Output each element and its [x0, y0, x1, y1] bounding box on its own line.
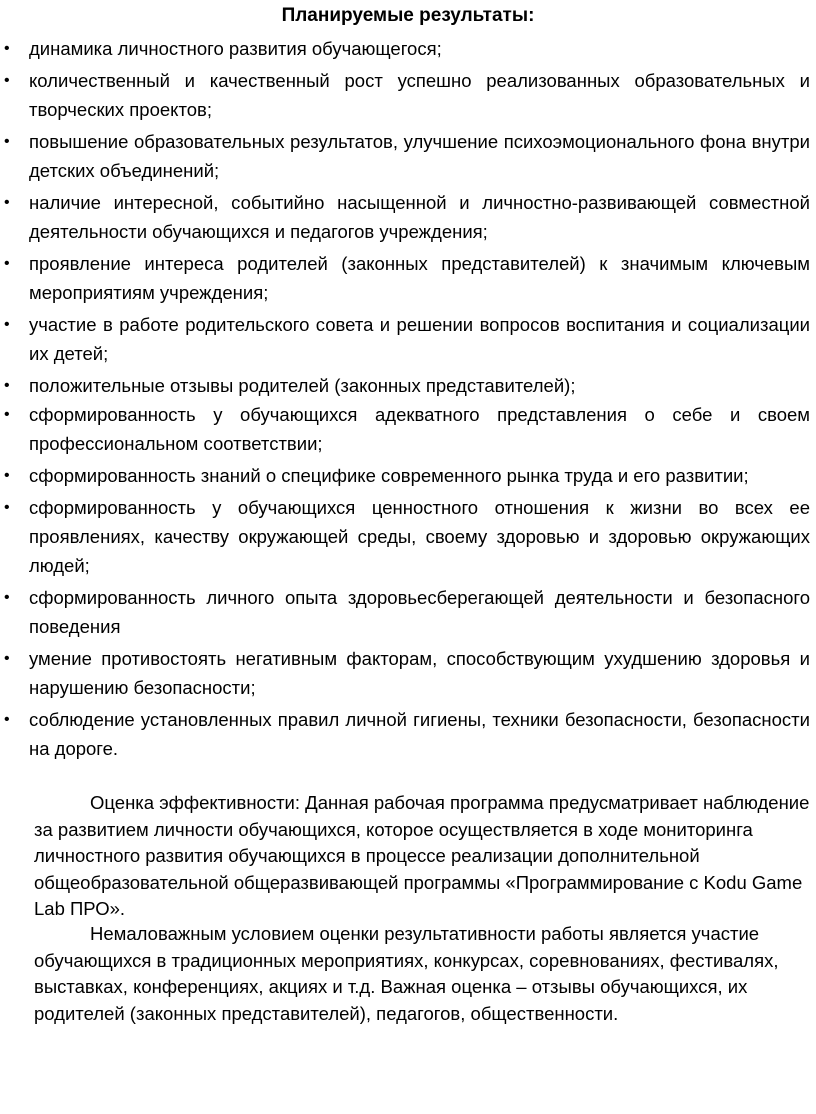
list-item-text: положительные отзывы родителей (законных представителей); — [29, 375, 576, 396]
list-item-text: количественный и качественный рост успешно реализованных образовательных и творческих проектов; — [29, 70, 810, 120]
list-item — [0, 371, 816, 400]
bullet-icon: • — [4, 194, 10, 211]
list-item — [0, 493, 816, 580]
list-item-text: умение противостоять негативным факторам, способствующим ухудшению здоровья и нарушению безопасности; — [29, 648, 810, 698]
list-item-text: сформированность личного опыта здоровьесберегающей деятельности и безопасного поведения — [29, 587, 810, 637]
bullet-icon: • — [4, 72, 10, 89]
bullet-icon: • — [4, 589, 10, 606]
paragraph-text: Оценка эффективности: Данная рабочая программа предусматривает наблюдение за развитием личности обучающихся, которое осуществляется в ходе мониторинга личностного развития обучающихся в процессе реализации дополнительной общеобразовательной общеразвивающей программы «Программирование с Kodu Game Lab ПРО». — [34, 792, 810, 919]
bullet-icon: • — [4, 40, 10, 57]
paragraph-text: Немаловажным условием оценки результативности работы является участие обучающихся в традиционных мероприятиях, конкурсах, соревнованиях, фестивалях, выставках, конференциях, акциях и т.д. Важная оценка – отзывы обучающихся, их родителей (законных представителей), педагогов, общественности. — [34, 923, 779, 1024]
list-item-text: сформированность у обучающихся адекватного представления о себе и своем профессиональном соответствии; — [29, 404, 810, 454]
list-item-text: сформированность у обучающихся ценностного отношения к жизни во всех ее проявлениях, качеству окружающей среды, своему здоровью и здоровью окружающих людей; — [29, 497, 810, 576]
list-item — [0, 461, 816, 490]
list-item — [0, 400, 816, 458]
bullet-icon: • — [4, 316, 10, 333]
list-item — [0, 583, 816, 641]
bullet-icon: • — [4, 406, 10, 423]
list-item — [0, 310, 816, 368]
bullet-icon: • — [4, 133, 10, 150]
evaluation-paragraph — [34, 921, 812, 1027]
page-title: Планируемые результаты: — [281, 5, 535, 26]
bullet-icon: • — [4, 467, 10, 484]
bullet-icon: • — [4, 650, 10, 667]
list-item — [0, 188, 816, 246]
list-item-text: наличие интересной, событийно насыщенной и личностно-развивающей совместной деятельности обучающихся и педагогов учреждения; — [29, 192, 810, 242]
list-item-text: соблюдение установленных правил личной гигиены, техники безопасности, безопасности на дороге. — [29, 709, 810, 759]
list-item — [0, 705, 816, 763]
list-item-text: участие в работе родительского совета и решении вопросов воспитания и социализации их детей; — [29, 314, 810, 364]
bullet-icon: • — [4, 711, 10, 728]
bullet-icon: • — [4, 255, 10, 272]
list-item — [0, 34, 816, 63]
list-item — [0, 249, 816, 307]
bullet-icon: • — [4, 377, 10, 394]
list-item-text: повышение образовательных результатов, улучшение психоэмоционального фона внутри детских объединений; — [29, 131, 810, 181]
list-item-text: динамика личностного развития обучающегося; — [29, 38, 442, 59]
list-item — [0, 644, 816, 702]
results-list — [0, 34, 816, 766]
bullet-icon: • — [4, 499, 10, 516]
list-item-text: проявление интереса родителей (законных представителей) к значимым ключевым мероприятиям учреждения; — [29, 253, 810, 303]
efficiency-paragraph — [34, 790, 812, 923]
list-item — [0, 127, 816, 185]
list-item-text: сформированность знаний о специфике современного рынка труда и его развитии; — [29, 465, 749, 486]
list-item — [0, 66, 816, 124]
